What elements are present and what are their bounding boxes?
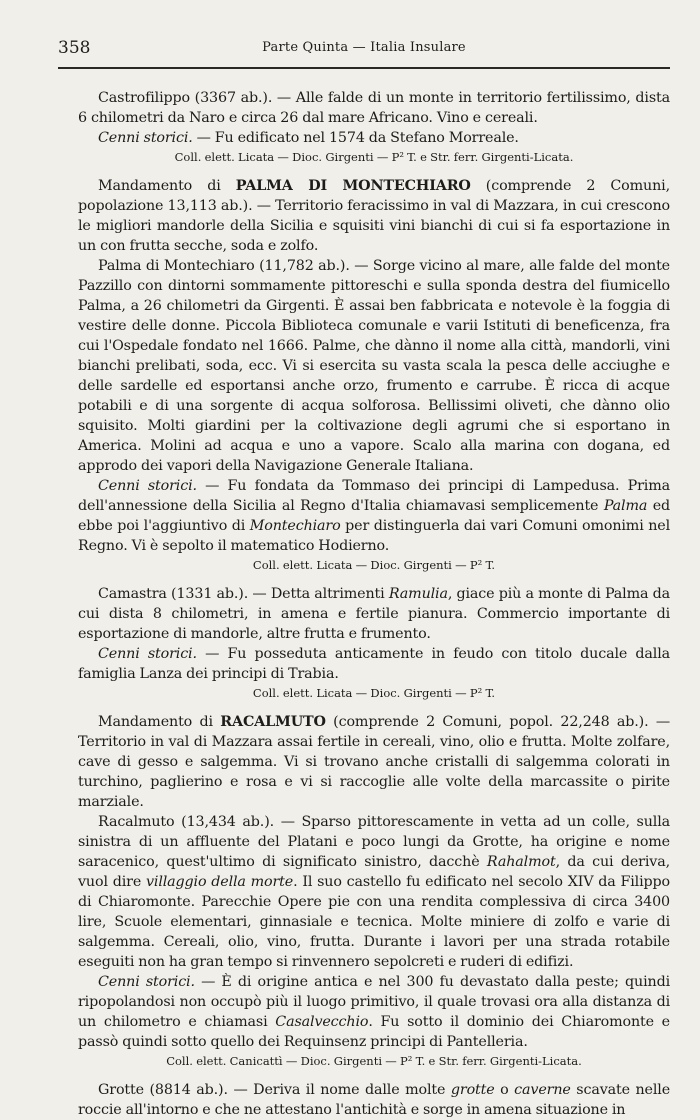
entry-grotte: Grotte (8814 ab.). — Deriva il nome dalle molte grotte o caverne scavate nelle roccie all'intorno e che ne attestano l'antichità e sorge in amena situazione in — [78, 1082, 671, 1118]
entry-castrofilippo: Castrofilippo (3367 ab.). — Alle falde di un monte in territorio fertilissimo, dista 6 chilometri da Naro e circa 26 dal mare Africano. Vino e cereali. — [78, 90, 670, 126]
entry-camastra: Camastra (1331 ab.). — Detta altrimenti Ramulia, giace più a monte di Palma da cui dista 8 chilometri, in amena e fertile pianura. Commercio importante di esportazione di mandorle, altre frutta e frumento. — [78, 586, 670, 642]
page-number: 358 — [58, 38, 91, 58]
mandamento-palma-name: PALMA DI MONTECHIARO — [235, 178, 471, 194]
castrofilippo-footnote: Coll. elett. Licata — Dioc. Girgenti — P² T. e Str. ferr. Girgenti-Licata. — [174, 150, 574, 164]
mandamento-palma: Mandamento di PALMA DI MONTECHIARO (comprende 2 Comuni, popolazione 13,113 ab.). — Territorio feracissimo in val di Mazzara, in cui crescono le migliori mandorle della Sicilia e squisiti vini bianchi di cui si fa esportazione in un con frutta secche, soda e zolfo. — [78, 178, 670, 254]
palma-cenni-storici: Cenni storici. — Fu fondata da Tommaso dei principi di Lampedusa. Prima dell'annessione della Sicilia al Regno d'Italia chiamavasi semplicemente Palma ed ebbe poi l'aggiuntivo di Montechiaro per distinguerla dai vari Comuni omonimi nel Regno. Vi è sepolto il matematico Hodierno. — [78, 478, 671, 554]
palma-footnote: Coll. elett. Licata — Dioc. Girgenti — P² T. — [252, 558, 496, 572]
mandamento-racalmuto-name: RACALMUTO — [220, 714, 326, 730]
racalmuto-footnote: Coll. elett. Canicattì — Dioc. Girgenti — P² T. e Str. ferr. Girgenti-Licata. — [166, 1054, 582, 1068]
entry-palma: Palma di Montechiaro (11,782 ab.). — Sorge vicino al mare, alle falde del monte Pazzillo con dintorni sommamente pittoreschi e sulla sponda destra del fiumicello Palma, a 26 chilometri da Girgenti. È assai ben fabbricata e notevole è la foggia di vestire delle donne. Piccola Biblioteca comunale e varii Istituti di beneficenza, fra cui l'Ospedale fondato nel 1666. Palme, che dànno il nome alla città, mandorli, vini bianchi prelibati, soda, ecc. Vi si esercita su vasta scala la pesca delle acciughe e delle sardelle ed esportansi anche orzo, frumento e carrube. È ricca di acque potabili e di una sorgente di acqua solforosa. Bellissimi oliveti, che dànno olio squisito. Molti giardini per la coltivazione degli agrumi che si esportano in America. Molini ad acqua e uno a vapore. Scalo alla marina con dogana, ed approdo dei vapori della Navigazione Generale Italiana. — [78, 258, 670, 474]
camastra-cenni-storici: Cenni storici. — Fu posseduta anticamente in feudo con titolo ducale dalla famiglia Lanza dei principi di Trabia. — [78, 646, 670, 682]
page-body — [78, 88, 670, 1120]
camastra-footnote: Coll. elett. Licata — Dioc. Girgenti — P² T. — [252, 686, 496, 700]
castrofilippo-cenni-storici: Cenni storici. — Fu edificato nel 1574 da Stefano Morreale. — [98, 130, 519, 146]
mandamento-racalmuto: Mandamento di RACALMUTO (comprende 2 Comuni, popol. 22,248 ab.). — Territorio in val di Mazzara assai fertile in cereali, vino, olio e frutta. Molte zolfare, cave di gesso e salgemma. Vi si trovano anche cristalli di salgemma colorati in turchino, paglierino e rosa e vi si raccoglie alle volte della marcassite o pirite marziale. — [78, 714, 670, 810]
header-rule — [58, 67, 670, 69]
entry-racalmuto: Racalmuto (13,434 ab.). — Sparso pittorescamente in vetta ad un colle, sulla sinistra di un affluente del Platani e poco lungi da Grotte, ha origine e nome saracenico, quest'ultimo di significato sinistro, dacchè Rahalmot, da cui deriva, vuol dire villaggio della morte. Il suo castello fu edificato nel secolo XIV da Filippo di Chiaromonte. Parecchie Opere pie con una rendita complessiva di circa 3400 lire, Scuole elementari, ginnasiale e tecnica. Molte miniere di zolfo e varie di salgemma. Cereali, olio, vino, frutta. Durante i lavori per una strada rotabile eseguiti non ha gran tempo si rinvennero sepolcreti e ruderi di edifizi. — [78, 814, 670, 970]
page-header — [58, 38, 670, 66]
racalmuto-cenni-storici: Cenni storici. — È di origine antica e nel 300 fu devastato dalla peste; quindi ripopolandosi non occupò più il luogo primitivo, il quale trovasi ora alla distanza di un chilometro e chiamasi Casalvecchio. Fu sotto il dominio dei Chiaromonte e passò quindi sotto quello dei Requinsenz principi di Pantelleria. — [78, 974, 671, 1050]
running-head: Parte Quinta — Italia Insulare — [262, 40, 466, 55]
